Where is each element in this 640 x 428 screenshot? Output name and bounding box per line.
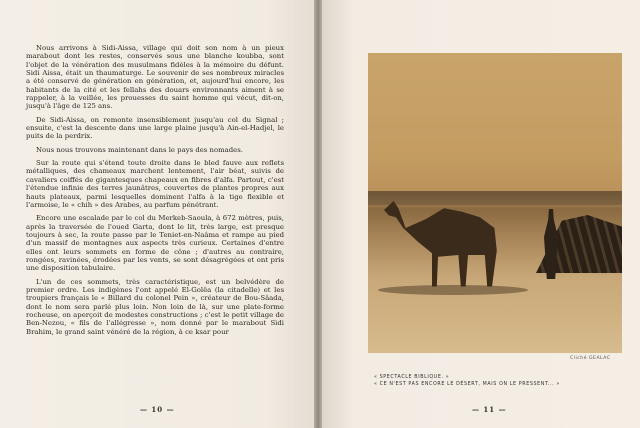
paragraph: L'un de ces sommets, très caractéristique, est un belvédère de premier ordre. Les indigènes l'ont appelé El-Golêa (la citadelle) et les troupiers français le « Billard du colonel Pein », créateur de Bou-Sâada, dont le nom sera parlé plus loin. Non loin de là, sur une plate-forme rocheuse, on aperçoit de modestes constructions ; c'est le petit village de Ben-Nezou, « fils de l'allégresse », nom donné par le marabout Sidi Brahim, le grand saint vénéré de la région, à ce ksar pour [26, 277, 284, 336]
camel-shadow [378, 285, 528, 295]
photo-caption [374, 374, 624, 388]
paragraph: Sur la route qui s'étend toute droite dans le bled fauve aux reflets métalliques, des chameaux marchent lentement, l'air béat, suivis de cavaliers coiffés de gigantesques chapeaux en fibres d'alfa. Partout, c'est l'étendue infinie des terres jaunâtres, couvertes de plantes propres aux hauts plateaux, parmi lesquelles dominent l'alfa à la tige flexible et l'armoise, le « chih » des Arabes, au parfum pénétrant. [26, 159, 284, 209]
photo-credit: Cliché GEALAC [570, 356, 611, 361]
body-text [26, 44, 284, 341]
paragraph: Nous arrivons à Sidi-Aissa, village qui doit son nom à un pieux marabout dont les restes, conservés sous une blanche koubba, sont l'objet de la vénération des musulmans fidèles à la mémoire du défunt. Sidi Aissa, était un thaumaturge. Le souvenir de ses nombreux miracles a été conservé de génération en génération, et, aujourd'hui encore, les habitants de la cité et les fellahs des douars environnants aiment à se rappeler, à la veillée, les prouesses du saint homme qui vécut, dit-on, jusqu'à l'âge de 125 ans. [26, 44, 284, 111]
caption-line: « SPECTACLE BIBLIQUE. » [374, 375, 450, 380]
camel-photograph [368, 53, 622, 353]
page-number: — 10 — [140, 405, 175, 414]
camel-silhouette [384, 201, 504, 291]
paragraph: Nous nous trouvons maintenant dans le pays des nomades. [36, 145, 243, 154]
paragraph: Encore une escalade par le col du Merkeb-Saoula, à 672 mètres, puis, après la traversée de l'oued Garta, dont le lit, très large, est presque toujours à sec, la route passe par le Teniet-en-Naâma et rampe au pied d'un massif de montagnes aux aspects très curieux. Certaines d'entre elles ont leurs sommets en forme de cône ; d'autres au contraire, rongées, ravinées, érodées par les vents, se sont désagrégées et ont pris une disposition tabulaire. [26, 214, 284, 273]
paragraph: De Sidi-Aissa, on remonte insensiblement jusqu'au col du Signal ; ensuite, c'est la descente dans une large plaine jusqu'à Ain-el-Hadjel, le puits de la perdrix. [26, 115, 284, 141]
caption-line: « CE N'EST PAS ENCORE LE DÉSERT, MAIS ON LE PRESSENT... » [374, 382, 560, 387]
horizon-strip [368, 191, 622, 205]
page-number: — 11 — [472, 405, 507, 414]
left-page [0, 0, 314, 428]
book-gutter [314, 0, 322, 428]
right-page [322, 0, 640, 428]
